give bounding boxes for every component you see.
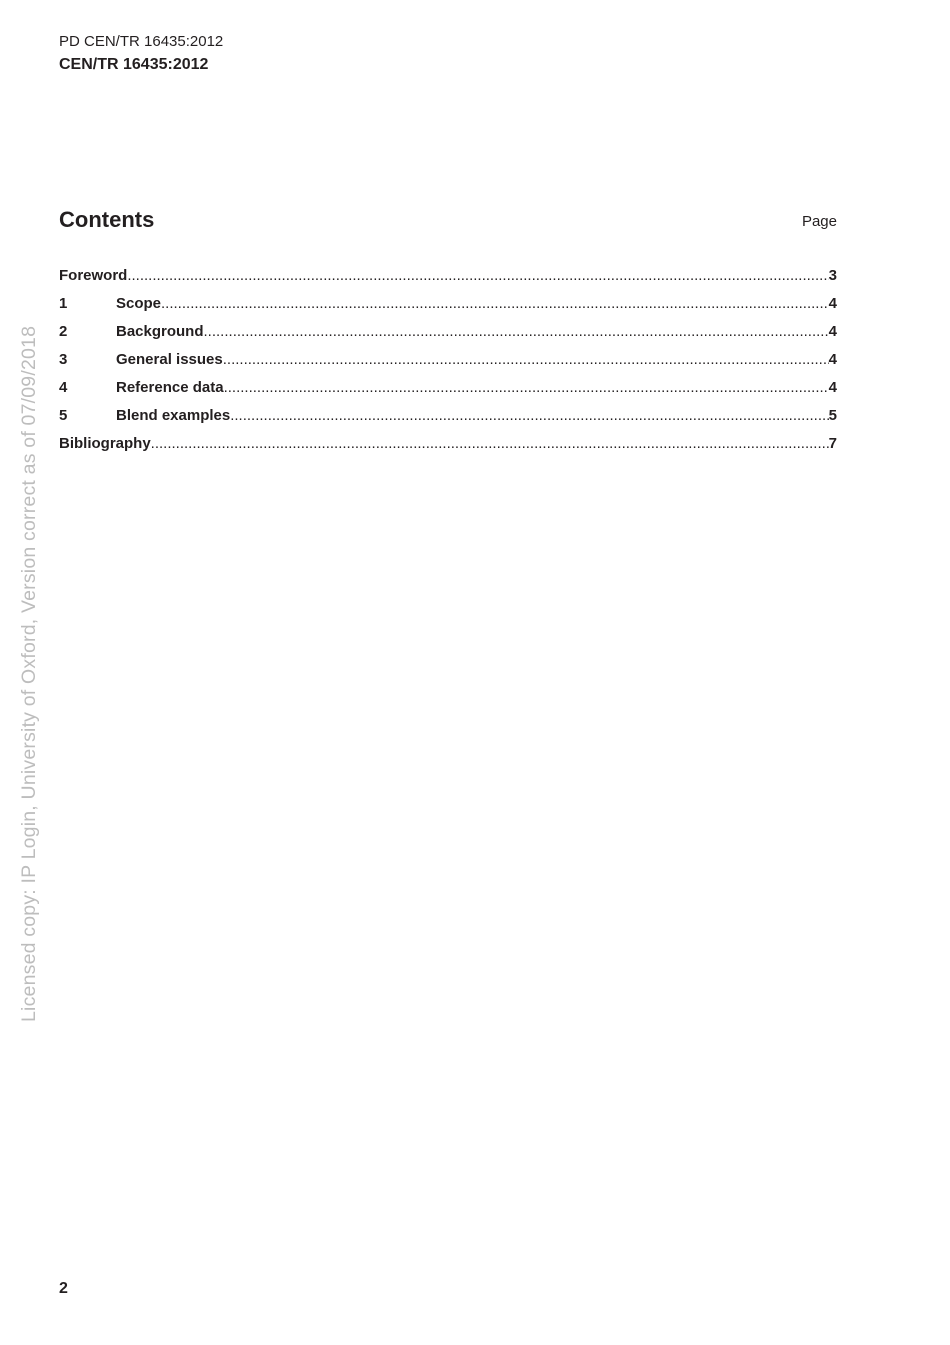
toc-entry-page: 5 [828,407,837,424]
toc-entry-page: 4 [828,323,837,340]
toc-entry-page: 3 [828,267,837,284]
page-number: 2 [59,1280,68,1297]
toc-entry-number: 2 [59,323,68,340]
toc-entry-label: Reference data [116,379,224,396]
toc-entry-number: 4 [59,379,68,396]
table-of-contents [59,266,837,462]
toc-entry-number: 3 [59,351,68,368]
contents-title: Contents [59,207,155,232]
toc-entry-foreword[interactable] [59,266,837,294]
header-standard-id: CEN/TR 16435:2012 [59,56,209,73]
toc-entry-label: Foreword [59,267,128,284]
toc-entry-general-issues[interactable] [59,350,837,378]
toc-entry-bibliography[interactable] [59,434,837,462]
toc-entry-page: 7 [828,435,837,452]
toc-entry-label: General issues [116,351,223,368]
toc-entry-label: Bibliography [59,435,151,452]
toc-leader-dots [161,294,829,314]
toc-entry-number: 5 [59,407,68,424]
toc-entry-page: 4 [828,295,837,312]
toc-leader-dots [223,350,829,370]
toc-entry-blend-examples[interactable] [59,406,837,434]
toc-entry-label: Blend examples [116,407,231,424]
header-document-id: PD CEN/TR 16435:2012 [59,33,224,50]
toc-entry-number: 1 [59,295,68,312]
toc-leader-dots [230,406,828,426]
toc-leader-dots [204,322,829,342]
toc-entry-label: Scope [116,295,162,312]
toc-entry-reference-data[interactable] [59,378,837,406]
page-column-label: Page [801,213,837,230]
license-watermark: Licensed copy: IP Login, University of Oxford, Version correct as of 07/09/2018 [18,325,40,1022]
toc-leader-dots [127,266,828,286]
toc-entry-scope[interactable] [59,294,837,322]
toc-leader-dots [224,378,829,398]
toc-entry-label: Background [116,323,204,340]
toc-entry-page: 4 [828,379,837,396]
toc-entry-background[interactable] [59,322,837,350]
toc-leader-dots [151,434,829,454]
toc-entry-page: 4 [828,351,837,368]
